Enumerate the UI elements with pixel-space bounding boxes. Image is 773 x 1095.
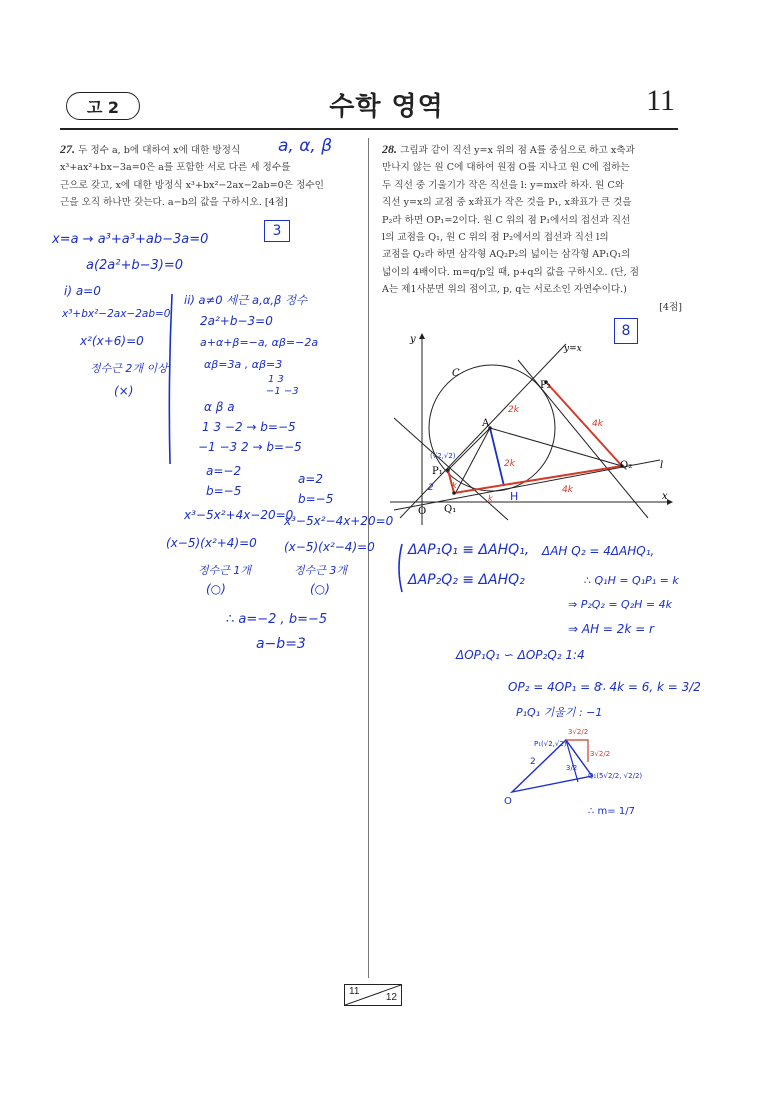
tangent-p2 bbox=[518, 360, 648, 518]
hw-mini-o: O bbox=[504, 796, 512, 807]
answer-28: 8 bbox=[621, 323, 631, 339]
problem-28-line-2: 만나지 않는 원 C에 대하여 원점 O를 지나고 원 C에 접하는 bbox=[382, 162, 630, 174]
problem-28 bbox=[382, 141, 682, 316]
problem-28-line-5: P₂라 하면 OP₁=2이다. 원 C 위의 점 P₁에서의 접선과 직선 bbox=[382, 214, 631, 226]
hw-27-line: a(2a²+b−3)=0 bbox=[86, 258, 184, 273]
problem-28-points: [4점] bbox=[659, 301, 682, 313]
problem-27-line-3: 근으로 갖고, x에 대한 방정식 x³+bx²−2ax−2ab=0은 정수인 bbox=[60, 179, 324, 191]
hw-27-line: 1 3 bbox=[268, 374, 284, 385]
hw-27-line: α β a bbox=[204, 400, 235, 414]
hw-fig-2k-b: 2k bbox=[504, 459, 515, 469]
hw-27-line: αβ=3a , αβ=3 bbox=[204, 358, 283, 371]
hw-fig-h: H bbox=[510, 490, 519, 503]
hw-28-bracket bbox=[392, 540, 408, 596]
hw-27-line: b=−5 bbox=[298, 492, 334, 506]
hw-28-line: ⇒ AH = 2k = r bbox=[568, 622, 654, 636]
problem-28-number: 28. bbox=[382, 142, 397, 156]
segment-q1-q2-red bbox=[454, 466, 622, 493]
hw-27-line: 정수근 3개 bbox=[294, 564, 347, 577]
hw-28-triangle bbox=[500, 722, 660, 832]
label-y: y bbox=[410, 334, 416, 345]
hw-28-line: ΔOP₁Q₁ ∽ ΔOP₂Q₂ 1:4 bbox=[456, 648, 585, 662]
problem-28-line-7: 교점을 Q₂라 하면 삼각형 AQ₂P₂의 넓이는 삼각형 AP₁Q₁의 bbox=[382, 249, 631, 261]
footer-right-page: 12 bbox=[385, 992, 397, 1003]
point-q1 bbox=[452, 491, 456, 495]
label-a: A bbox=[482, 418, 490, 429]
answer-27: 3 bbox=[272, 223, 282, 239]
hw-27-line: x=a → a³+a³+ab−3a=0 bbox=[52, 232, 209, 247]
line-y-eq-x bbox=[400, 344, 566, 518]
hw-mini-result: ∴ m= 1/7 bbox=[588, 806, 635, 817]
hw-28-line: P₁Q₁ 기울기 : −1 bbox=[516, 706, 603, 719]
problem-28-line-4: 직선 y=x의 교점 중 x좌표가 작은 것을 P₁, x좌표가 큰 것을 bbox=[382, 197, 632, 209]
label-c: C bbox=[452, 368, 460, 379]
hw-28-line: ΔAH Q₂ = 4ΔAHQ₁, bbox=[542, 544, 655, 558]
hw-fig-4k-b: 4k bbox=[562, 485, 573, 495]
hw-27-line: −1 −3 bbox=[266, 386, 299, 397]
hw-fig-2: 2 bbox=[428, 483, 434, 493]
hw-27-line: x³−5x²−4x+20=0 bbox=[284, 514, 394, 528]
column-divider bbox=[368, 138, 369, 978]
answer-box-27 bbox=[264, 220, 290, 242]
hw-mini-p1: P₁(√2,√2) bbox=[534, 740, 567, 748]
problem-27-line-2: x³+ax²+bx−3a=0은 a를 포함한 서로 다른 세 정수를 bbox=[60, 162, 291, 174]
point-p1 bbox=[446, 468, 450, 472]
hw-27-line: (○) bbox=[310, 582, 330, 596]
hw-27-line: ∴ a=−2 , b=−5 bbox=[226, 612, 328, 627]
hw-27-line: 1 3 −2 → b=−5 bbox=[202, 420, 296, 434]
hw-28-line: ∴ 4k = 6, k = 3/2 bbox=[598, 680, 701, 694]
hw-27-line: x³+bx²−2ax−2ab=0 bbox=[62, 308, 171, 320]
hw-28-line: ∴ Q₁H = Q₁P₁ = k bbox=[584, 574, 679, 587]
label-p2: P₂ bbox=[540, 380, 551, 391]
problem-27-line-4: 근을 오직 하나만 갖는다. a−b의 값을 구하시오. [4점] bbox=[60, 197, 288, 209]
hw-28-line: ⇒ P₂Q₂ = Q₂H = 4k bbox=[568, 598, 672, 611]
problem-28-line-6: l의 교점을 Q₁, 원 C 위의 점 P₂에서의 접선과 직선 l의 bbox=[382, 232, 609, 244]
hw-27-line: (×) bbox=[114, 384, 134, 398]
problem-28-figure bbox=[380, 320, 680, 530]
problem-27-line-1: 27. 두 정수 a, b에 대하여 x에 대한 방정식 bbox=[60, 142, 241, 156]
hw-fig-k-a: k bbox=[452, 481, 457, 490]
hw-mini-s1: 3√2/2 bbox=[568, 728, 589, 736]
problem-28-line-3: 두 직선 중 기울기가 작은 직선을 l: y=mx라 하자. 원 C와 bbox=[382, 179, 624, 191]
hw-27-line: 정수근 1개 bbox=[198, 564, 251, 577]
hw-27-line: i) a=0 bbox=[64, 284, 101, 298]
hw-fig-k-b: k bbox=[488, 494, 493, 503]
hw-27-line: (○) bbox=[206, 582, 226, 596]
footer-left-page: 11 bbox=[349, 986, 360, 997]
hw-roots-note: a, α, β bbox=[278, 136, 333, 156]
hw-27-line: x³−5x²+4x−20=0 bbox=[184, 508, 294, 522]
grade-label: 고 2 bbox=[86, 97, 120, 117]
label-l: l bbox=[660, 460, 664, 471]
hw-mini-three-half: 3/2 bbox=[566, 764, 578, 772]
subject-title: 수학 영역 bbox=[329, 92, 444, 122]
hw-27-line: a−b=3 bbox=[256, 636, 306, 652]
segment-a-q1 bbox=[455, 428, 490, 494]
hw-28-line: ΔAP₁Q₁ ≡ ΔAHQ₁, bbox=[408, 542, 530, 558]
hw-mini-two: 2 bbox=[530, 757, 536, 767]
footer-page-box bbox=[344, 984, 402, 1006]
hw-27-line: −1 −3 2 → b=−5 bbox=[198, 440, 302, 454]
label-x: x bbox=[662, 491, 668, 502]
hw-mini-s2: 3√2/2 bbox=[590, 750, 611, 758]
problem-27-number: 27. bbox=[60, 142, 75, 156]
segment-a-h bbox=[490, 428, 504, 486]
segment-p2-q2-red bbox=[546, 382, 622, 466]
hw-27-line: a+α+β=−a, αβ=−2a bbox=[200, 336, 319, 349]
hw-fig-2k-a: 2k bbox=[508, 405, 519, 415]
label-o: O bbox=[418, 506, 427, 517]
label-yx: y=x bbox=[564, 344, 582, 354]
problem-28-line-8: 넓이의 4배이다. m=q/p일 때, p+q의 값을 구하시오. (단, 점 bbox=[382, 266, 639, 278]
problem-28-line-1: 28. 그림과 같이 직선 y=x 위의 점 A를 중심으로 하고 x축과 bbox=[382, 142, 635, 156]
hw-27-line: a=2 bbox=[298, 472, 324, 486]
hw-27-line: ii) a≠0 세근 a,α,β 정수 bbox=[184, 293, 308, 307]
label-q2: Q₂ bbox=[620, 460, 633, 471]
hw-27-line: (x−5)(x²−4)=0 bbox=[284, 540, 375, 554]
hw-27-line: (x−5)(x²+4)=0 bbox=[166, 536, 257, 550]
hw-27-line: b=−5 bbox=[206, 484, 242, 498]
label-p1: P₁ bbox=[432, 466, 443, 477]
hw-27-line: 2a²+b−3=0 bbox=[200, 314, 273, 328]
hw-27-bracket bbox=[160, 290, 190, 470]
segment-a-p1 bbox=[448, 428, 490, 470]
label-q1: Q₁ bbox=[444, 504, 457, 515]
hw-27-line: a=−2 bbox=[206, 464, 242, 478]
hw-fig-4k-a: 4k bbox=[592, 419, 603, 429]
header-rule bbox=[60, 128, 678, 130]
page-number: 11 bbox=[646, 84, 675, 117]
problem-28-line-9: A는 제1사분면 위의 점이고, p, q는 서로소인 자연수이다.) bbox=[382, 284, 627, 296]
hw-28-line: ΔAP₂Q₂ ≡ ΔAHQ₂ bbox=[408, 572, 525, 588]
hw-27-line: 정수근 2개 이상 bbox=[90, 362, 168, 375]
hw-fig-p1-coord: (√2,√2) bbox=[430, 452, 456, 460]
hw-mini-q1: Q₁(5√2/2, √2/2) bbox=[588, 772, 643, 780]
hw-27-line: x²(x+6)=0 bbox=[80, 334, 144, 348]
hw-28-line: OP₂ = 4OP₁ = 8 bbox=[508, 680, 602, 694]
